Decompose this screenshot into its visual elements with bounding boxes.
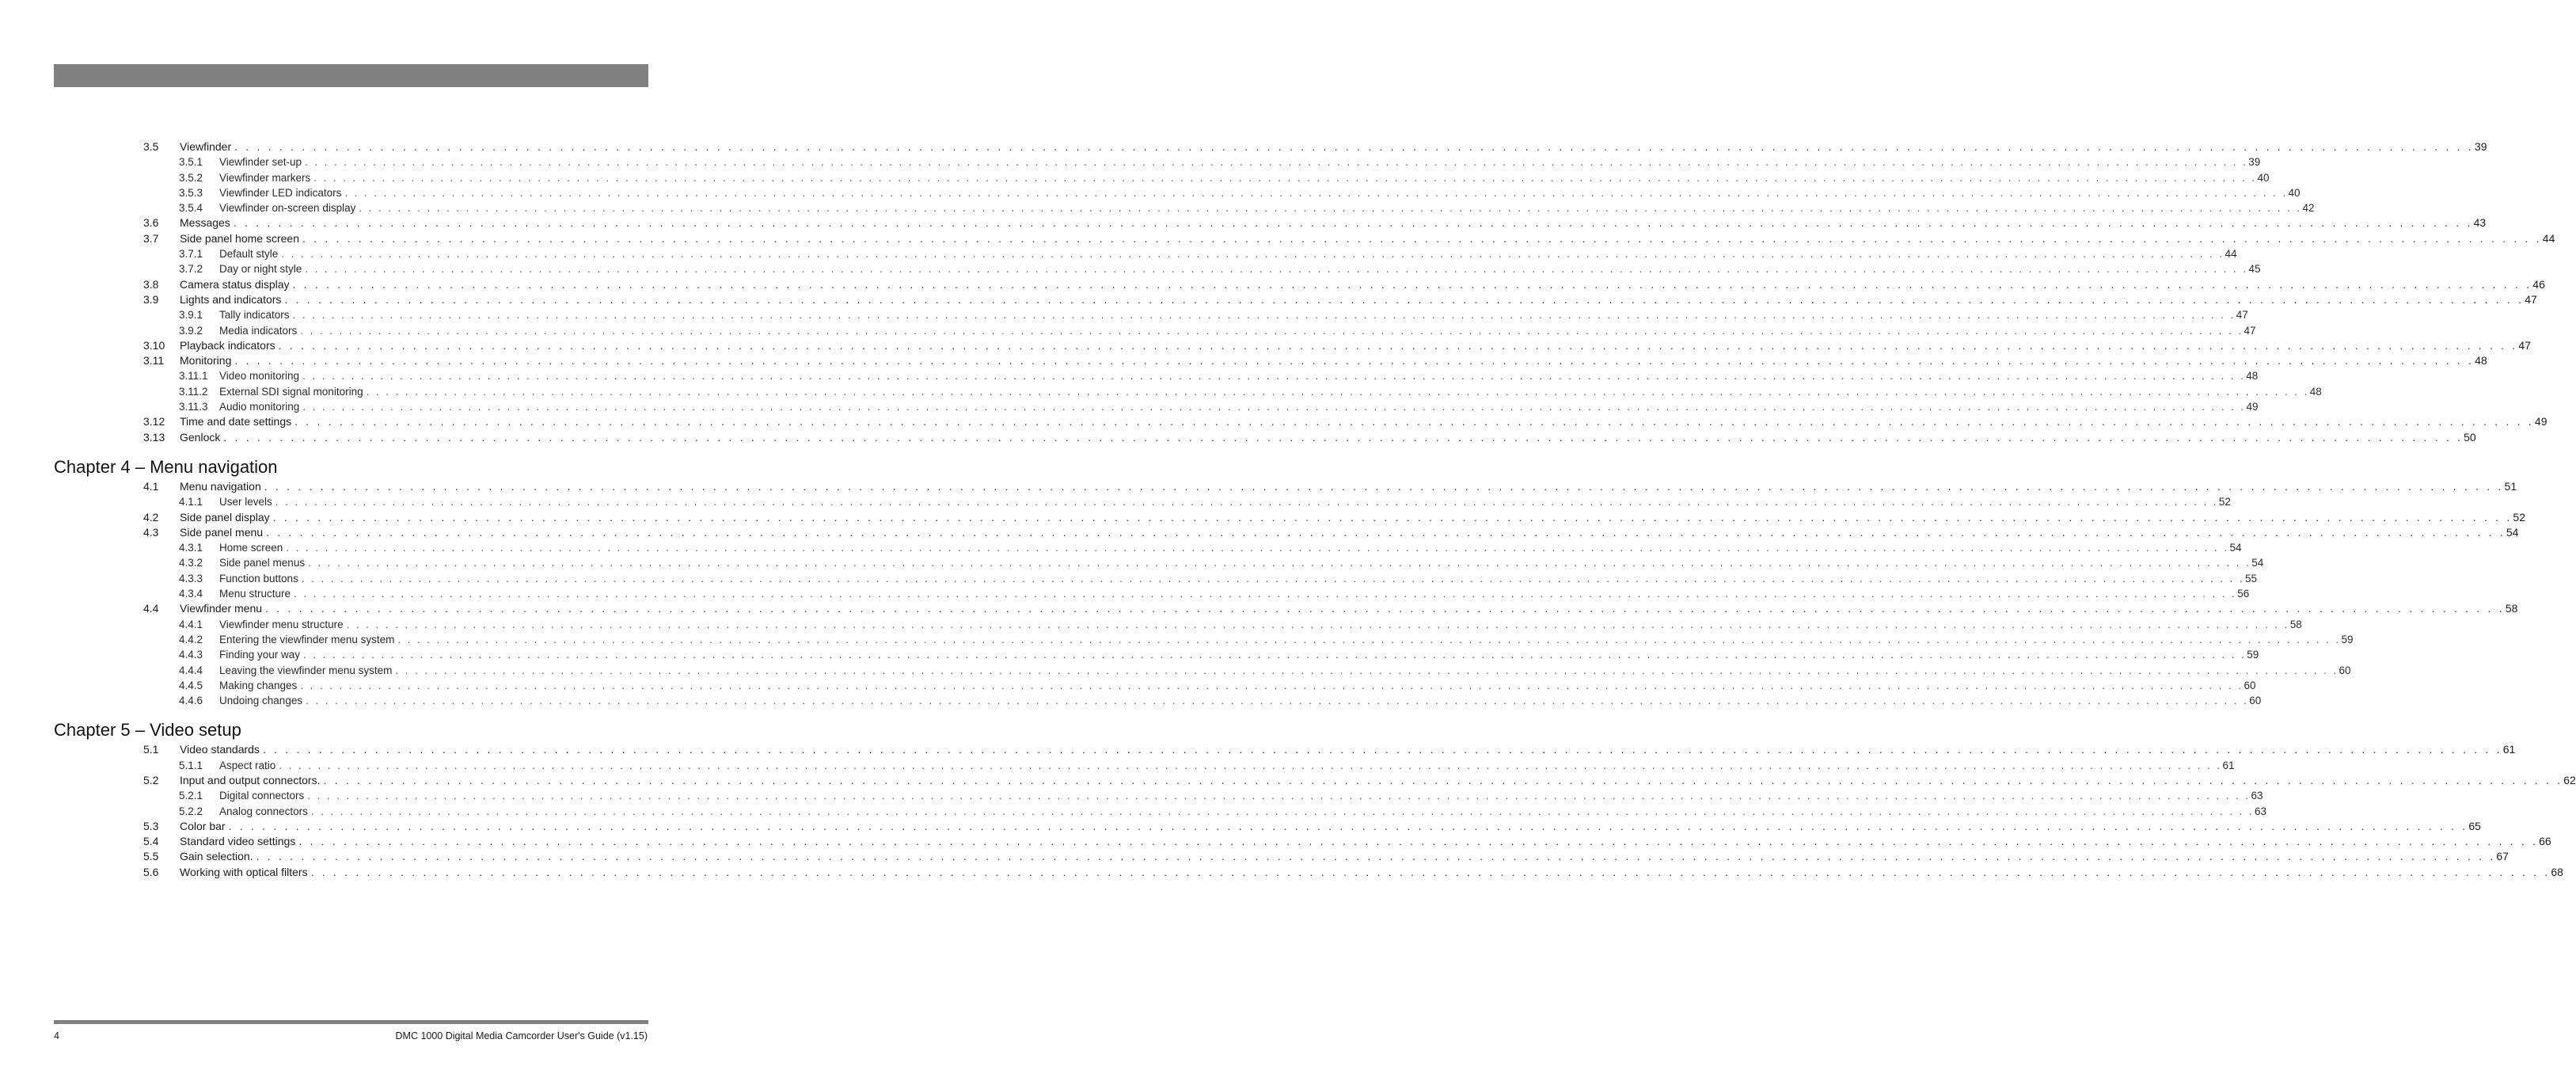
dot-leader: . . . . . . . . . . . . . . . . . . . . . . . . . . . . . . . . . . . . . . . . . . . . . . . . . . . . . . . . . . . . . . . . . . . . . . . . . . . . . . . . . . . . . . . . . . . . . . . . . . . . . . . . . . . . . . . . . . . . . . . . . . . . . . . . . . . . . . . . . . . . . . . . . . . . . . . . . . . . . . . . . . . . . . . . . . . . . . . . . . . . . . . . . . . . . . . . . . . . . . . . xyxy=(300,679,2244,691)
toc-subentry[interactable] xyxy=(54,632,2354,647)
entry-number: 3.9.1 xyxy=(179,309,203,322)
toc-subentry[interactable] xyxy=(54,571,2257,586)
entry-page-number: 47 xyxy=(2236,307,2248,322)
entry-title: Viewfinder on-screen display xyxy=(219,200,359,215)
entry-page-number: 46 xyxy=(2532,277,2545,292)
dot-leader: . . . . . . . . . . . . . . . . . . . . . . . . . . . . . . . . . . . . . . . . . . . . . . . . . . . . . . . . . . . . . . . . . . . . . . . . . . . . . . . . . . . . . . . . . . . . . . . . . . . . . . . . . . . . . . . . . . . . . . . . . . . . . . . . . . . . . . . . . . . . . . . . . . . . . . . . . . . . . . . . . . . . . . . . . . . . . . . . . . . . . . . . . . . . . . . . . . . . . . . . xyxy=(266,525,2506,539)
entry-page-number: 40 xyxy=(2287,185,2300,200)
entry-number: 4.4.3 xyxy=(179,649,203,661)
dot-leader: . . . . . . . . . . . . . . . . . . . . . . . . . . . . . . . . . . . . . . . . . . . . . . . . . . . . . . . . . . . . . . . . . . . . . . . . . . . . . . . . . . . . . . . . . . . . . . . . . . . . . . . . . . . . . . . . . . . . . . . . . . . . . . . . . . . . . . . . . . . . . . . . . . . . . . . . . . . . . . . . . . . . . . . . . . . . . . . . . . . . . . . . . . . . . . . . . . . . . . . . xyxy=(278,338,2518,352)
entry-page-number: 60 xyxy=(2248,693,2261,708)
toc-subentry[interactable] xyxy=(54,246,2237,261)
dot-leader: . . . . . . . . . . . . . . . . . . . . . . . . . . . . . . . . . . . . . . . . . . . . . . . . . . . . . . . . . . . . . . . . . . . . . . . . . . . . . . . . . . . . . . . . . . . . . . . . . . . . . . . . . . . . . . . . . . . . . . . . . . . . . . . . . . . . . . . . . . . . . . . . . . . . . . . . . . . . . . . . . . . . . . . . . . . . . . . . . . . . . . . . . . . . . . . . . . . . . . . . xyxy=(294,415,2534,428)
toc-entry[interactable] xyxy=(54,338,2531,353)
entry-number: 5.3 xyxy=(143,819,159,832)
entry-title: Default style xyxy=(219,246,281,261)
toc-entry[interactable] xyxy=(54,773,2576,788)
entry-page-number: 44 xyxy=(2224,246,2236,261)
toc-section xyxy=(54,445,2525,708)
entry-number: 4.1 xyxy=(143,479,159,493)
toc-subentry[interactable] xyxy=(54,323,2256,338)
entry-page-number: 49 xyxy=(2245,399,2258,414)
entry-title: Viewfinder menu structure xyxy=(219,617,347,632)
toc-subentry[interactable] xyxy=(54,540,2242,555)
toc-entry[interactable] xyxy=(54,139,2487,154)
toc-entry[interactable] xyxy=(54,292,2537,307)
entry-number: 4.3 xyxy=(143,525,159,539)
entry-number: 4.3.4 xyxy=(179,588,203,600)
toc-subentry[interactable] xyxy=(54,586,2250,601)
toc-entry[interactable] xyxy=(54,525,2519,540)
dot-leader: . . . . . . . . . . . . . . . . . . . . . . . . . . . . . . . . . . . . . . . . . . . . . . . . . . . . . . . . . . . . . . . . . . . . . . . . . . . . . . . . . . . . . . . . . . . . . . . . . . . . . . . . . . . . . . . . . . . . . . . . . . . . . . . . . . . . . . . . . . . . . . . . . . . . . . . . . . . . . . . . . . . . . . . . . . . . . . . . . . . . . . . . . . . . . . . . . . . . . . . . xyxy=(264,479,2504,493)
dot-leader: . . . . . . . . . . . . . . . . . . . . . . . . . . . . . . . . . . . . . . . . . . . . . . . . . . . . . . . . . . . . . . . . . . . . . . . . . . . . . . . . . . . . . . . . . . . . . . . . . . . . . . . . . . . . . . . . . . . . . . . . . . . . . . . . . . . . . . . . . . . . . . . . . . . . . . . . . . . . . . . . . . . . . . . . . . . . . . . . . . . . . . . . . . . . . . . . . . . . . . . . xyxy=(300,324,2244,337)
toc-entry[interactable] xyxy=(54,865,2563,880)
dot-leader: . . . . . . . . . . . . . . . . . . . . . . . . . . . . . . . . . . . . . . . . . . . . . . . . . . . . . . . . . . . . . . . . . . . . . . . . . . . . . . . . . . . . . . . . . . . . . . . . . . . . . . . . . . . . . . . . . . . . . . . . . . . . . . . . . . . . . . . . . . . . . . . . . . . . . . . . . . . . . . . . . . . . . . . . . . . . . . . . . . . . . . . . . . . . . . . . . . . . . . . . xyxy=(256,850,2496,863)
entry-page-number: 48 xyxy=(2309,384,2322,399)
entry-title: Viewfinder LED indicators xyxy=(219,185,344,200)
dot-leader: . . . . . . . . . . . . . . . . . . . . . . . . . . . . . . . . . . . . . . . . . . . . . . . . . . . . . . . . . . . . . . . . . . . . . . . . . . . . . . . . . . . . . . . . . . . . . . . . . . . . . . . . . . . . . . . . . . . . . . . . . . . . . . . . . . . . . . . . . . . . . . . . . . . . . . . . . . . . . . . . . . . . . . . . . . . . . . . . . . . . . . . . . . . . . . . . . . . . . . . . xyxy=(281,248,2225,261)
toc-subentry[interactable] xyxy=(54,200,2315,215)
toc-entry[interactable] xyxy=(54,430,2476,445)
entry-title: Gain selection. xyxy=(180,849,256,864)
entry-number: 5.4 xyxy=(143,835,159,848)
toc-subentry[interactable] xyxy=(54,647,2259,662)
entry-title: Analog connectors xyxy=(219,804,311,819)
entry-title: Genlock xyxy=(180,430,223,445)
header-band xyxy=(54,64,648,87)
entry-number: 3.7.2 xyxy=(179,263,203,276)
entry-title: Digital connectors xyxy=(219,788,307,803)
dot-leader: . . . . . . . . . . . . . . . . . . . . . . . . . . . . . . . . . . . . . . . . . . . . . . . . . . . . . . . . . . . . . . . . . . . . . . . . . . . . . . . . . . . . . . . . . . . . . . . . . . . . . . . . . . . . . . . . . . . . . . . . . . . . . . . . . . . . . . . . . . . . . . . . . . . . . . . . . . . . . . . . . . . . . . . . . . . . . . . . . . . . . . . . . . . . . . . . . . . . . . . . xyxy=(308,557,2251,569)
entry-title: Lights and indicators xyxy=(180,292,284,307)
toc-entry[interactable] xyxy=(54,601,2518,616)
dot-leader: . . . . . . . . . . . . . . . . . . . . . . . . . . . . . . . . . . . . . . . . . . . . . . . . . . . . . . . . . . . . . . . . . . . . . . . . . . . . . . . . . . . . . . . . . . . . . . . . . . . . . . . . . . . . . . . . . . . . . . . . . . . . . . . . . . . . . . . . . . . . . . . . . . . . . . . . . . . . . . . . . . . . . . . . . . . . . . . . . . . . . . . . . . . . . . . . . . . . . . . . xyxy=(298,835,2539,848)
entry-number: 5.2.1 xyxy=(179,790,203,802)
toc-subentry[interactable] xyxy=(54,758,2235,773)
toc-entry[interactable] xyxy=(54,742,2516,757)
entry-page-number: 63 xyxy=(2250,788,2263,803)
entry-title: Media indicators xyxy=(219,323,300,338)
entry-title: Finding your way xyxy=(219,647,303,662)
entry-number: 4.1.1 xyxy=(179,496,203,508)
toc-subentry[interactable] xyxy=(54,154,2261,169)
entry-page-number: 58 xyxy=(2505,601,2518,616)
entry-number: 5.1.1 xyxy=(179,759,203,771)
dot-leader: . . . . . . . . . . . . . . . . . . . . . . . . . . . . . . . . . . . . . . . . . . . . . . . . . . . . . . . . . . . . . . . . . . . . . . . . . . . . . . . . . . . . . . . . . . . . . . . . . . . . . . . . . . . . . . . . . . . . . . . . . . . . . . . . . . . . . . . . . . . . . . . . . . . . . . . . . . . . . . . . . . . . . . . . . . . . . . . . . . . . . . . . . . . . . . . . . . . . . . . . xyxy=(286,542,2229,554)
entry-number: 4.3.2 xyxy=(179,557,203,569)
dot-leader: . . . . . . . . . . . . . . . . . . . . . . . . . . . . . . . . . . . . . . . . . . . . . . . . . . . . . . . . . . . . . . . . . . . . . . . . . . . . . . . . . . . . . . . . . . . . . . . . . . . . . . . . . . . . . . . . . . . . . . . . . . . . . . . . . . . . . . . . . . . . . . . . . . . . . . . . . . . . . . . . . . . . . . . . . . . . . . . . . . . . . . . . . . . . . . . . . . . . . . . . xyxy=(306,695,2249,707)
dot-leader: . . . . . . . . . . . . . . . . . . . . . . . . . . . . . . . . . . . . . . . . . . . . . . . . . . . . . . . . . . . . . . . . . . . . . . . . . . . . . . . . . . . . . . . . . . . . . . . . . . . . . . . . . . . . . . . . . . . . . . . . . . . . . . . . . . . . . . . . . . . . . . . . . . . . . . . . . . . . . . . . . . . . . . . . . . . . . . . . . . . . . . . . . . . . . . . . . . . . . . . . xyxy=(344,186,2288,199)
dot-leader: . . . . . . . . . . . . . . . . . . . . . . . . . . . . . . . . . . . . . . . . . . . . . . . . . . . . . . . . . . . . . . . . . . . . . . . . . . . . . . . . . . . . . . . . . . . . . . . . . . . . . . . . . . . . . . . . . . . . . . . . . . . . . . . . . . . . . . . . . . . . . . . . . . . . . . . . . . . . . . . . . . . . . . . . . . . . . . . . . . . . . . . . . . . . . . . . . . . . . . . . xyxy=(395,664,2339,676)
entry-page-number: 39 xyxy=(2247,154,2260,169)
entry-page-number: 54 xyxy=(2228,540,2241,555)
entry-number: 4.4.6 xyxy=(179,695,203,707)
table-of-contents xyxy=(54,139,2576,880)
entry-number: 3.8 xyxy=(143,277,159,291)
dot-leader: . . . . . . . . . . . . . . . . . . . . . . . . . . . . . . . . . . . . . . . . . . . . . . . . . . . . . . . . . . . . . . . . . . . . . . . . . . . . . . . . . . . . . . . . . . . . . . . . . . . . . . . . . . . . . . . . . . . . . . . . . . . . . . . . . . . . . . . . . . . . . . . . . . . . . . . . . . . . . . . . . . . . . . . . . . . . . . . . . . . . . . . . . . . . . . . . . . . . . . . . xyxy=(302,401,2246,413)
footer-rule xyxy=(54,1020,648,1024)
dot-leader: . . . . . . . . . . . . . . . . . . . . . . . . . . . . . . . . . . . . . . . . . . . . . . . . . . . . . . . . . . . . . . . . . . . . . . . . . . . . . . . . . . . . . . . . . . . . . . . . . . . . . . . . . . . . . . . . . . . . . . . . . . . . . . . . . . . . . . . . . . . . . . . . . . . . . . . . . . . . . . . . . . . . . . . . . . . . . . . . . . . . . . . . . . . . . . . . . . . . . . . . xyxy=(233,216,2473,230)
entry-number: 4.4 xyxy=(143,602,159,615)
entry-number: 3.5.4 xyxy=(179,202,203,215)
dot-leader: . . . . . . . . . . . . . . . . . . . . . . . . . . . . . . . . . . . . . . . . . . . . . . . . . . . . . . . . . . . . . . . . . . . . . . . . . . . . . . . . . . . . . . . . . . . . . . . . . . . . . . . . . . . . . . . . . . . . . . . . . . . . . . . . . . . . . . . . . . . . . . . . . . . . . . . . . . . . . . . . . . . . . . . . . . . . . . . . . . . . . . . . . . . . . . . . . . . . . . . . xyxy=(294,588,2237,600)
toc-entry[interactable] xyxy=(54,277,2545,292)
dot-leader: . . . . . . . . . . . . . . . . . . . . . . . . . . . . . . . . . . . . . . . . . . . . . . . . . . . . . . . . . . . . . . . . . . . . . . . . . . . . . . . . . . . . . . . . . . . . . . . . . . . . . . . . . . . . . . . . . . . . . . . . . . . . . . . . . . . . . . . . . . . . . . . . . . . . . . . . . . . . . . . . . . . . . . . . . . . . . . . . . . . . . . . . . . . . . . . . . . . . . . . . xyxy=(302,370,2246,383)
entry-title: Standard video settings xyxy=(180,834,298,849)
entry-title: Home screen xyxy=(219,540,286,555)
dot-leader: . . . . . . . . . . . . . . . . . . . . . . . . . . . . . . . . . . . . . . . . . . . . . . . . . . . . . . . . . . . . . . . . . . . . . . . . . . . . . . . . . . . . . . . . . . . . . . . . . . . . . . . . . . . . . . . . . . . . . . . . . . . . . . . . . . . . . . . . . . . . . . . . . . . . . . . . . . . . . . . . . . . . . . . . . . . . . . . . . . . . . . . . . . . . . . . . . . . . . . . . xyxy=(397,633,2341,645)
entry-number: 4.4.4 xyxy=(179,664,203,676)
toc-subentry[interactable] xyxy=(54,663,2351,678)
entry-number: 5.5 xyxy=(143,850,159,863)
toc-subentry[interactable] xyxy=(54,384,2322,399)
entry-title: External SDI signal monitoring xyxy=(219,384,367,399)
toc-subentry[interactable] xyxy=(54,617,2302,632)
entry-page-number: 44 xyxy=(2542,231,2555,246)
toc-entry[interactable] xyxy=(54,849,2509,864)
entry-number: 3.7 xyxy=(143,231,159,245)
entry-number: 5.2 xyxy=(143,773,159,786)
dot-leader: . . . . . . . . . . . . . . . . . . . . . . . . . . . . . . . . . . . . . . . . . . . . . . . . . . . . . . . . . . . . . . . . . . . . . . . . . . . . . . . . . . . . . . . . . . . . . . . . . . . . . . . . . . . . . . . . . . . . . . . . . . . . . . . . . . . . . . . . . . . . . . . . . . . . . . . . . . . . . . . . . . . . . . . . . . . . . . . . . . . . . . . . . . . . . . . . . . . . . . . . xyxy=(307,790,2251,802)
toc-subentry[interactable] xyxy=(54,399,2259,414)
entry-title: Undoing changes xyxy=(219,693,306,708)
toc-entry[interactable] xyxy=(54,414,2548,429)
entry-title: Color bar xyxy=(180,819,229,834)
entry-title: Tally indicators xyxy=(219,307,293,322)
entry-number: 3.5.1 xyxy=(179,156,203,169)
entry-number: 4.3.3 xyxy=(179,572,203,585)
entry-page-number: 49 xyxy=(2534,414,2548,429)
entry-title: Time and date settings xyxy=(180,414,294,429)
entry-page-number: 48 xyxy=(2245,368,2258,383)
entry-page-number: 65 xyxy=(2468,819,2481,834)
entry-page-number: 50 xyxy=(2463,430,2476,445)
entry-title: Audio monitoring xyxy=(219,399,302,414)
dot-leader: . . . . . . . . . . . . . . . . . . . . . . . . . . . . . . . . . . . . . . . . . . . . . . . . . . . . . . . . . . . . . . . . . . . . . . . . . . . . . . . . . . . . . . . . . . . . . . . . . . . . . . . . . . . . . . . . . . . . . . . . . . . . . . . . . . . . . . . . . . . . . . . . . . . . . . . . . . . . . . . . . . . . . . . . . . . . . . . . . . . . . . . . . . . . . . . . . . . . . . . . xyxy=(272,510,2513,524)
page-number: 4 xyxy=(54,1030,59,1041)
dot-leader: . . . . . . . . . . . . . . . . . . . . . . . . . . . . . . . . . . . . . . . . . . . . . . . . . . . . . . . . . . . . . . . . . . . . . . . . . . . . . . . . . . . . . . . . . . . . . . . . . . . . . . . . . . . . . . . . . . . . . . . . . . . . . . . . . . . . . . . . . . . . . . . . . . . . . . . . . . . . . . . . . . . . . . . . . . . . . . . . . . . . . . . . . . . . . . . . . . . . . . . . xyxy=(310,865,2551,878)
entry-number: 3.13 xyxy=(143,430,165,444)
entry-title: Messages xyxy=(180,215,234,230)
toc-entry[interactable] xyxy=(54,479,2517,494)
entry-page-number: 42 xyxy=(2301,200,2314,215)
entry-page-number: 59 xyxy=(2246,647,2259,662)
toc-subentry[interactable] xyxy=(54,261,2261,276)
entry-title: Working with optical filters xyxy=(180,865,311,880)
dot-leader: . . . . . . . . . . . . . . . . . . . . . . . . . . . . . . . . . . . . . . . . . . . . . . . . . . . . . . . . . . . . . . . . . . . . . . . . . . . . . . . . . . . . . . . . . . . . . . . . . . . . . . . . . . . . . . . . . . . . . . . . . . . . . . . . . . . . . . . . . . . . . . . . . . . . . . . . . . . . . . . . . . . . . . . . . . . . . . . . . . . . . . . . . . . . . . . . . . . . . . . . xyxy=(302,231,2542,245)
dot-leader: . . . . . . . . . . . . . . . . . . . . . . . . . . . . . . . . . . . . . . . . . . . . . . . . . . . . . . . . . . . . . . . . . . . . . . . . . . . . . . . . . . . . . . . . . . . . . . . . . . . . . . . . . . . . . . . . . . . . . . . . . . . . . . . . . . . . . . . . . . . . . . . . . . . . . . . . . . . . . . . . . . . . . . . . . . . . . . . . . . . . . . . . . . . . . . . . . . . . . . . . xyxy=(292,309,2236,322)
chapter-heading: Chapter 4 – Menu navigation xyxy=(54,456,278,477)
entry-title: Side panel menus xyxy=(219,555,308,570)
entry-number: 3.10 xyxy=(143,338,165,352)
toc-subentry[interactable] xyxy=(54,804,2266,819)
entry-page-number: 52 xyxy=(2218,494,2231,509)
entry-page-number: 55 xyxy=(2244,571,2257,586)
toc-entry[interactable] xyxy=(54,834,2551,849)
dot-leader: . . . . . . . . . . . . . . . . . . . . . . . . . . . . . . . . . . . . . . . . . . . . . . . . . . . . . . . . . . . . . . . . . . . . . . . . . . . . . . . . . . . . . . . . . . . . . . . . . . . . . . . . . . . . . . . . . . . . . . . . . . . . . . . . . . . . . . . . . . . . . . . . . . . . . . . . . . . . . . . . . . . . . . . . . . . . . . . . . . . . . . . . . . . . . . . . . . . . . . . . xyxy=(366,385,2309,398)
entry-page-number: 40 xyxy=(2256,170,2269,185)
entry-page-number: 54 xyxy=(2506,525,2519,540)
entry-number: 5.6 xyxy=(143,865,159,878)
dot-leader: . . . . . . . . . . . . . . . . . . . . . . . . . . . . . . . . . . . . . . . . . . . . . . . . . . . . . . . . . . . . . . . . . . . . . . . . . . . . . . . . . . . . . . . . . . . . . . . . . . . . . . . . . . . . . . . . . . . . . . . . . . . . . . . . . . . . . . . . . . . . . . . . . . . . . . . . . . . . . . . . . . . . . . . . . . . . . . . . . . . . . . . . . . . . . . . . . . . . . . . . xyxy=(228,819,2468,832)
entry-page-number: 47 xyxy=(2243,323,2255,338)
entry-page-number: 45 xyxy=(2247,261,2260,276)
entry-number: 3.9.2 xyxy=(179,324,203,337)
entry-number: 3.7.1 xyxy=(179,248,203,261)
entry-number: 4.4.5 xyxy=(179,679,203,691)
entry-title: Menu structure xyxy=(219,586,294,601)
entry-number: 3.9 xyxy=(143,292,159,306)
entry-page-number: 68 xyxy=(2550,865,2563,880)
dot-leader: . . . . . . . . . . . . . . . . . . . . . . . . . . . . . . . . . . . . . . . . . . . . . . . . . . . . . . . . . . . . . . . . . . . . . . . . . . . . . . . . . . . . . . . . . . . . . . . . . . . . . . . . . . . . . . . . . . . . . . . . . . . . . . . . . . . . . . . . . . . . . . . . . . . . . . . . . . . . . . . . . . . . . . . . . . . . . . . . . . . . . . . . . . . . . . . . . . . . . . . . xyxy=(234,354,2475,367)
entry-page-number: 61 xyxy=(2502,742,2516,757)
dot-leader: . . . . . . . . . . . . . . . . . . . . . . . . . . . . . . . . . . . . . . . . . . . . . . . . . . . . . . . . . . . . . . . . . . . . . . . . . . . . . . . . . . . . . . . . . . . . . . . . . . . . . . . . . . . . . . . . . . . . . . . . . . . . . . . . . . . . . . . . . . . . . . . . . . . . . . . . . . . . . . . . . . . . . . . . . . . . . . . . . . . . . . . . . . . . . . . . . . . . . . . . xyxy=(323,773,2563,786)
entry-number: 4.3.1 xyxy=(179,542,203,554)
dot-leader: . . . . . . . . . . . . . . . . . . . . . . . . . . . . . . . . . . . . . . . . . . . . . . . . . . . . . . . . . . . . . . . . . . . . . . . . . . . . . . . . . . . . . . . . . . . . . . . . . . . . . . . . . . . . . . . . . . . . . . . . . . . . . . . . . . . . . . . . . . . . . . . . . . . . . . . . . . . . . . . . . . . . . . . . . . . . . . . . . . . . . . . . . . . . . . . . . . . . . . . . xyxy=(262,743,2502,756)
entry-title: Side panel menu xyxy=(180,525,266,540)
dot-leader: . . . . . . . . . . . . . . . . . . . . . . . . . . . . . . . . . . . . . . . . . . . . . . . . . . . . . . . . . . . . . . . . . . . . . . . . . . . . . . . . . . . . . . . . . . . . . . . . . . . . . . . . . . . . . . . . . . . . . . . . . . . . . . . . . . . . . . . . . . . . . . . . . . . . . . . . . . . . . . . . . . . . . . . . . . . . . . . . . . . . . . . . . . . . . . . . . . . . . . . . xyxy=(223,430,2464,444)
entry-title: Playback indicators xyxy=(180,338,279,353)
toc-section xyxy=(54,708,2576,880)
entry-page-number: 56 xyxy=(2236,586,2249,601)
entry-number: 4.4.1 xyxy=(179,618,203,630)
toc-subentry[interactable] xyxy=(54,788,2263,803)
entry-title: Menu navigation xyxy=(180,479,264,494)
dot-leader: . . . . . . . . . . . . . . . . . . . . . . . . . . . . . . . . . . . . . . . . . . . . . . . . . . . . . . . . . . . . . . . . . . . . . . . . . . . . . . . . . . . . . . . . . . . . . . . . . . . . . . . . . . . . . . . . . . . . . . . . . . . . . . . . . . . . . . . . . . . . . . . . . . . . . . . . . . . . . . . . . . . . . . . . . . . . . . . . . . . . . . . . . . . . . . . . . . . . . . . . xyxy=(265,602,2505,615)
entry-page-number: 66 xyxy=(2538,834,2551,849)
entry-page-number: 52 xyxy=(2512,510,2525,525)
entry-number: 5.2.2 xyxy=(179,805,203,817)
toc-entry[interactable] xyxy=(54,231,2555,246)
toc-entry[interactable] xyxy=(54,215,2487,230)
entry-page-number: 43 xyxy=(2473,215,2487,230)
toc-subentry[interactable] xyxy=(54,368,2259,383)
entry-title: Monitoring xyxy=(180,353,234,368)
entry-title: Video monitoring xyxy=(219,368,302,383)
entry-page-number: 47 xyxy=(2517,338,2531,353)
entry-number: 3.11 xyxy=(143,354,165,367)
entry-number: 3.12 xyxy=(143,415,165,428)
entry-title: Video standards xyxy=(180,742,263,757)
toc-subentry[interactable] xyxy=(54,678,2256,693)
entry-page-number: 60 xyxy=(2339,663,2351,678)
entry-number: 3.5.3 xyxy=(179,186,203,199)
dot-leader: . . . . . . . . . . . . . . . . . . . . . . . . . . . . . . . . . . . . . . . . . . . . . . . . . . . . . . . . . . . . . . . . . . . . . . . . . . . . . . . . . . . . . . . . . . . . . . . . . . . . . . . . . . . . . . . . . . . . . . . . . . . . . . . . . . . . . . . . . . . . . . . . . . . . . . . . . . . . . . . . . . . . . . . . . . . . . . . . . . . . . . . . . . . . . . . . . . . . . . . . xyxy=(310,805,2254,817)
dot-leader: . . . . . . . . . . . . . . . . . . . . . . . . . . . . . . . . . . . . . . . . . . . . . . . . . . . . . . . . . . . . . . . . . . . . . . . . . . . . . . . . . . . . . . . . . . . . . . . . . . . . . . . . . . . . . . . . . . . . . . . . . . . . . . . . . . . . . . . . . . . . . . . . . . . . . . . . . . . . . . . . . . . . . . . . . . . . . . . . . . . . . . . . . . . . . . . . . . . . . . . . xyxy=(305,263,2248,276)
dot-leader: . . . . . . . . . . . . . . . . . . . . . . . . . . . . . . . . . . . . . . . . . . . . . . . . . . . . . . . . . . . . . . . . . . . . . . . . . . . . . . . . . . . . . . . . . . . . . . . . . . . . . . . . . . . . . . . . . . . . . . . . . . . . . . . . . . . . . . . . . . . . . . . . . . . . . . . . . . . . . . . . . . . . . . . . . . . . . . . . . . . . . . . . . . . . . . . . . . . . . . . . xyxy=(301,572,2244,585)
entry-number: 5.1 xyxy=(143,743,159,756)
entry-title: Side panel display xyxy=(180,510,273,525)
entry-title: Entering the viewfinder menu system xyxy=(219,632,397,647)
entry-page-number: 47 xyxy=(2524,292,2537,307)
entry-page-number: 63 xyxy=(2254,804,2266,819)
entry-title: Leaving the viewfinder menu system xyxy=(219,663,395,678)
entry-title: Day or night style xyxy=(219,261,305,276)
dot-leader: . . . . . . . . . . . . . . . . . . . . . . . . . . . . . . . . . . . . . . . . . . . . . . . . . . . . . . . . . . . . . . . . . . . . . . . . . . . . . . . . . . . . . . . . . . . . . . . . . . . . . . . . . . . . . . . . . . . . . . . . . . . . . . . . . . . . . . . . . . . . . . . . . . . . . . . . . . . . . . . . . . . . . . . . . . . . . . . . . . . . . . . . . . . . . . . . . . . . . . . . xyxy=(234,140,2474,153)
entry-title: Viewfinder set-up xyxy=(219,154,305,169)
entry-page-number: 39 xyxy=(2474,139,2487,154)
dot-leader: . . . . . . . . . . . . . . . . . . . . . . . . . . . . . . . . . . . . . . . . . . . . . . . . . . . . . . . . . . . . . . . . . . . . . . . . . . . . . . . . . . . . . . . . . . . . . . . . . . . . . . . . . . . . . . . . . . . . . . . . . . . . . . . . . . . . . . . . . . . . . . . . . . . . . . . . . . . . . . . . . . . . . . . . . . . . . . . . . . . . . . . . . . . . . . . . . . . . . . . . xyxy=(346,618,2289,630)
entry-number: 3.11.2 xyxy=(179,385,208,398)
dot-leader: . . . . . . . . . . . . . . . . . . . . . . . . . . . . . . . . . . . . . . . . . . . . . . . . . . . . . . . . . . . . . . . . . . . . . . . . . . . . . . . . . . . . . . . . . . . . . . . . . . . . . . . . . . . . . . . . . . . . . . . . . . . . . . . . . . . . . . . . . . . . . . . . . . . . . . . . . . . . . . . . . . . . . . . . . . . . . . . . . . . . . . . . . . . . . . . . . . . . . . . . xyxy=(313,171,2257,184)
toc-entry[interactable] xyxy=(54,510,2525,525)
entry-page-number: 58 xyxy=(2289,617,2302,632)
toc-entry[interactable] xyxy=(54,353,2487,368)
chapter-heading: Chapter 5 – Video setup xyxy=(54,720,241,741)
toc-subentry[interactable] xyxy=(54,307,2248,322)
entry-title: Making changes xyxy=(219,678,300,693)
toc-entry[interactable] xyxy=(54,819,2481,834)
entry-title: Viewfinder markers xyxy=(219,170,313,185)
entry-title: Camera status display xyxy=(180,277,293,292)
toc-subentry[interactable] xyxy=(54,185,2301,200)
entry-title: Function buttons xyxy=(219,571,302,586)
dot-leader: . . . . . . . . . . . . . . . . . . . . . . . . . . . . . . . . . . . . . . . . . . . . . . . . . . . . . . . . . . . . . . . . . . . . . . . . . . . . . . . . . . . . . . . . . . . . . . . . . . . . . . . . . . . . . . . . . . . . . . . . . . . . . . . . . . . . . . . . . . . . . . . . . . . . . . . . . . . . . . . . . . . . . . . . . . . . . . . . . . . . . . . . . . . . . . . . . . . . . . . . xyxy=(305,156,2248,169)
toc-subentry[interactable] xyxy=(54,170,2270,185)
entry-page-number: 54 xyxy=(2251,555,2263,570)
entry-page-number: 60 xyxy=(2243,678,2255,693)
entry-title: User levels xyxy=(219,494,275,509)
toc-subentry[interactable] xyxy=(54,693,2262,708)
entry-page-number: 51 xyxy=(2504,479,2517,494)
entry-number: 3.5.2 xyxy=(179,171,203,184)
entry-title: Side panel home screen xyxy=(180,231,302,246)
entry-number: 4.4.2 xyxy=(179,633,203,645)
dot-leader: . . . . . . . . . . . . . . . . . . . . . . . . . . . . . . . . . . . . . . . . . . . . . . . . . . . . . . . . . . . . . . . . . . . . . . . . . . . . . . . . . . . . . . . . . . . . . . . . . . . . . . . . . . . . . . . . . . . . . . . . . . . . . . . . . . . . . . . . . . . . . . . . . . . . . . . . . . . . . . . . . . . . . . . . . . . . . . . . . . . . . . . . . . . . . . . . . . . . . . . . xyxy=(284,292,2525,306)
toc-subentry[interactable] xyxy=(54,494,2231,509)
entry-number: 3.11.3 xyxy=(179,401,208,413)
entry-number: 3.5 xyxy=(143,140,159,153)
entry-page-number: 67 xyxy=(2495,849,2509,864)
entry-number: 3.6 xyxy=(143,216,159,230)
dot-leader: . . . . . . . . . . . . . . . . . . . . . . . . . . . . . . . . . . . . . . . . . . . . . . . . . . . . . . . . . . . . . . . . . . . . . . . . . . . . . . . . . . . . . . . . . . . . . . . . . . . . . . . . . . . . . . . . . . . . . . . . . . . . . . . . . . . . . . . . . . . . . . . . . . . . . . . . . . . . . . . . . . . . . . . . . . . . . . . . . . . . . . . . . . . . . . . . . . . . . . . . xyxy=(292,277,2532,291)
entry-title: Aspect ratio xyxy=(219,758,279,773)
entry-number: 3.11.1 xyxy=(179,370,208,383)
dot-leader: . . . . . . . . . . . . . . . . . . . . . . . . . . . . . . . . . . . . . . . . . . . . . . . . . . . . . . . . . . . . . . . . . . . . . . . . . . . . . . . . . . . . . . . . . . . . . . . . . . . . . . . . . . . . . . . . . . . . . . . . . . . . . . . . . . . . . . . . . . . . . . . . . . . . . . . . . . . . . . . . . . . . . . . . . . . . . . . . . . . . . . . . . . . . . . . . . . . . . . . . xyxy=(303,649,2247,661)
entry-page-number: 61 xyxy=(2221,758,2234,773)
toc-subentry[interactable] xyxy=(54,555,2264,570)
dot-leader: . . . . . . . . . . . . . . . . . . . . . . . . . . . . . . . . . . . . . . . . . . . . . . . . . . . . . . . . . . . . . . . . . . . . . . . . . . . . . . . . . . . . . . . . . . . . . . . . . . . . . . . . . . . . . . . . . . . . . . . . . . . . . . . . . . . . . . . . . . . . . . . . . . . . . . . . . . . . . . . . . . . . . . . . . . . . . . . . . . . . . . . . . . . . . . . . . . . . . . . . xyxy=(275,496,2218,508)
toc-section xyxy=(54,139,2555,445)
entry-title: Input and output connectors. xyxy=(180,773,323,788)
entry-page-number: 62 xyxy=(2563,773,2576,788)
dot-leader: . . . . . . . . . . . . . . . . . . . . . . . . . . . . . . . . . . . . . . . . . . . . . . . . . . . . . . . . . . . . . . . . . . . . . . . . . . . . . . . . . . . . . . . . . . . . . . . . . . . . . . . . . . . . . . . . . . . . . . . . . . . . . . . . . . . . . . . . . . . . . . . . . . . . . . . . . . . . . . . . . . . . . . . . . . . . . . . . . . . . . . . . . . . . . . . . . . . . . . . . xyxy=(279,759,2222,771)
entry-page-number: 48 xyxy=(2474,353,2487,368)
entry-number: 4.2 xyxy=(143,510,159,524)
document-title: DMC 1000 Digital Media Camcorder User's Guide (v1.15) xyxy=(395,1030,648,1041)
entry-page-number: 59 xyxy=(2341,632,2354,647)
entry-title: Viewfinder xyxy=(180,139,234,154)
dot-leader: . . . . . . . . . . . . . . . . . . . . . . . . . . . . . . . . . . . . . . . . . . . . . . . . . . . . . . . . . . . . . . . . . . . . . . . . . . . . . . . . . . . . . . . . . . . . . . . . . . . . . . . . . . . . . . . . . . . . . . . . . . . . . . . . . . . . . . . . . . . . . . . . . . . . . . . . . . . . . . . . . . . . . . . . . . . . . . . . . . . . . . . . . . . . . . . . . . . . . . . . xyxy=(359,202,2302,215)
entry-title: Viewfinder menu xyxy=(180,601,265,616)
